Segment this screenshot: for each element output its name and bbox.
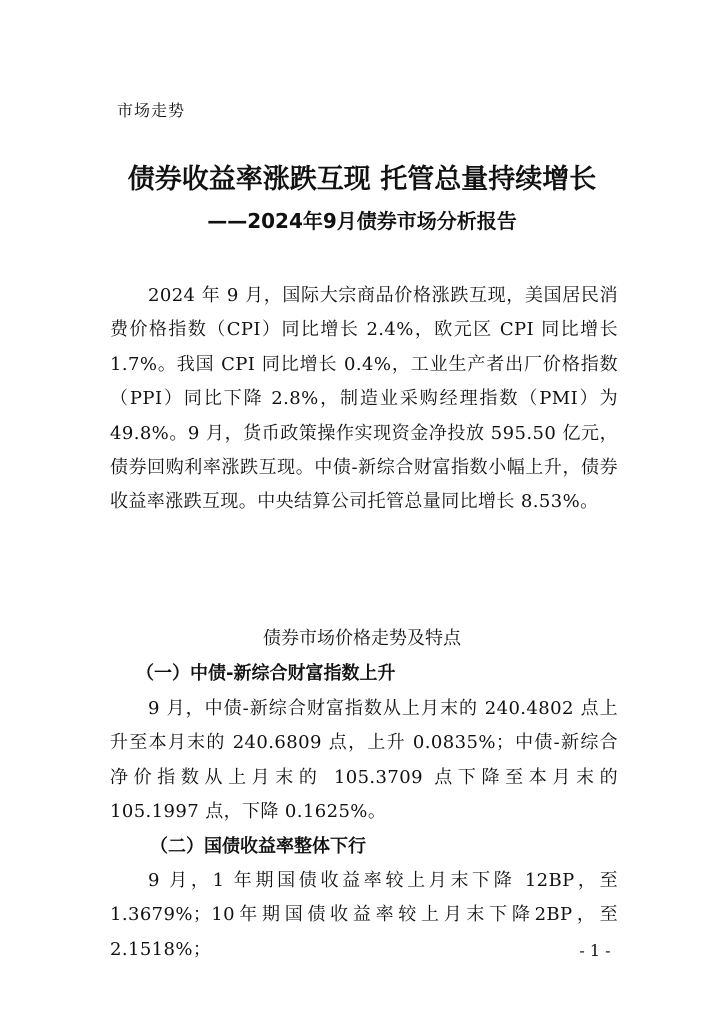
subsection-paragraph-1: [110, 692, 618, 830]
subsection-text-2: 9 月，1 年期国债收益率较上月末下降 12BP，至 1.3679%；10年期国债收益率较上月末下降2BP，至2.1518%；: [110, 870, 618, 960]
category-label: 市场走势: [117, 101, 186, 120]
section-heading: 债券市场价格走势及特点: [263, 628, 461, 649]
report-title: 债券收益率涨跌互现 托管总量持续增长: [127, 164, 597, 195]
subsection-paragraph-2: [110, 864, 618, 967]
subsection-heading-2: （二）国债收益率整体下行: [150, 836, 366, 857]
subsection-text-1: 9 月，中债-新综合财富指数从上月末的 240.4802 点上升至本月末的 240.6809 点，上升 0.0835%；中债-新综合净价指数从上月末的 105.3709 点下降至本月末的 105.1997 点，下降 0.1625%。: [110, 698, 618, 823]
page-number: - 1 -: [579, 941, 611, 960]
intro-text: 2024 年 9 月，国际大宗商品价格涨跌互现，美国居民消费价格指数（CPI）同比增长 2.4%，欧元区 CPI 同比增长 1.7%。我国 CPI 同比增长 0.4%，工业生产者出厂价格指数（PPI）同比下降 2.8%，制造业采购经理指数（PMI）为 49.8%。9 月，货币政策操作实现资金净投放 595.50 亿元，债券回购利率涨跌互现。中债-新综合财富指数小幅上升，债券收益率涨跌互现。中央结算公司托管总量同比增长 8.53%。: [110, 285, 618, 513]
subsection-heading-1: （一）中债-新综合财富指数上升: [136, 663, 396, 684]
intro-paragraph: [110, 279, 618, 520]
report-subtitle: ——2024年9月债券市场分析报告: [207, 209, 517, 233]
